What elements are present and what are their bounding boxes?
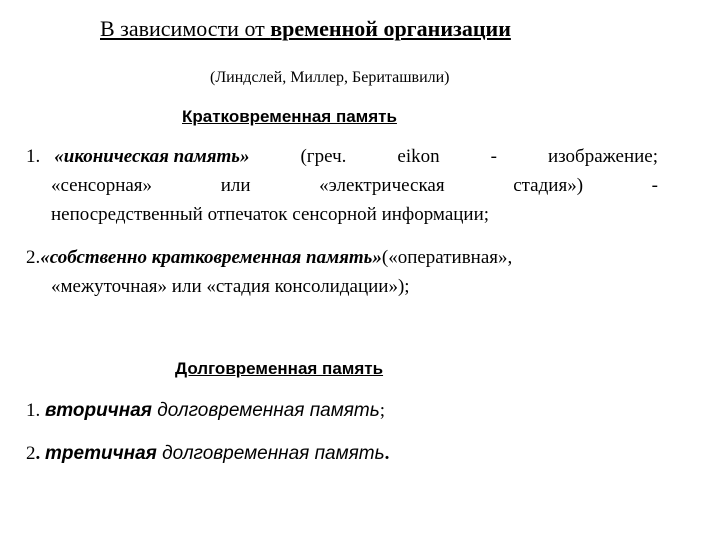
item2-number: 2. bbox=[26, 247, 41, 268]
item1-l1-b: eikon bbox=[397, 146, 440, 167]
short-term-item-2 bbox=[26, 243, 658, 301]
item1-number-term bbox=[26, 142, 249, 171]
long-term-item-2 bbox=[26, 441, 389, 467]
item1-l1-c: - bbox=[490, 146, 497, 167]
long1-rest: долговременная память bbox=[152, 400, 380, 421]
item1-term: «иконическая память» bbox=[54, 146, 250, 167]
item1-l2-d: стадия») bbox=[513, 175, 584, 196]
long-term-item-1 bbox=[26, 398, 385, 424]
item2-l1-rest: («оперативная», bbox=[381, 247, 513, 268]
item2-term: «собственно кратковременная память» bbox=[40, 247, 382, 268]
item1-l2-b: или bbox=[220, 175, 251, 196]
item1-l1-a: (греч. bbox=[300, 146, 347, 167]
long2-term: третичная bbox=[45, 443, 157, 464]
item1-l2-c: «электрическая bbox=[319, 175, 445, 196]
long2-dot: . bbox=[35, 443, 45, 464]
long2-rest: долговременная память bbox=[156, 443, 385, 464]
item1-line3: непосредственный отпечаток сенсорной информации; bbox=[51, 204, 490, 225]
item1-l2-a: «сенсорная» bbox=[51, 175, 153, 196]
long2-end: . bbox=[384, 443, 390, 464]
item2-line1 bbox=[26, 243, 658, 272]
slide-title bbox=[100, 14, 640, 44]
title-emphasis: временной организации bbox=[270, 16, 511, 41]
short-term-heading: Кратковременная память bbox=[182, 107, 397, 126]
item1-l2-e: - bbox=[651, 175, 658, 196]
long2-number: 2 bbox=[26, 443, 36, 464]
long1-term: вторичная bbox=[45, 400, 152, 421]
long1-end: ; bbox=[379, 400, 386, 421]
item1-line2 bbox=[26, 171, 658, 200]
item2-line2: «межуточная» или «стадия консолидации»); bbox=[51, 276, 410, 297]
title-prefix: В зависимости от bbox=[100, 16, 271, 41]
item1-number: 1. bbox=[26, 146, 41, 167]
authors-subtitle: (Линдслей, Миллер, Бериташвили) bbox=[210, 69, 450, 86]
item1-line1 bbox=[26, 142, 658, 171]
long1-number: 1. bbox=[26, 400, 45, 421]
item1-l1-d: изображение; bbox=[547, 146, 658, 167]
long-term-heading: Долговременная память bbox=[175, 359, 384, 378]
short-term-item-1 bbox=[26, 142, 658, 229]
